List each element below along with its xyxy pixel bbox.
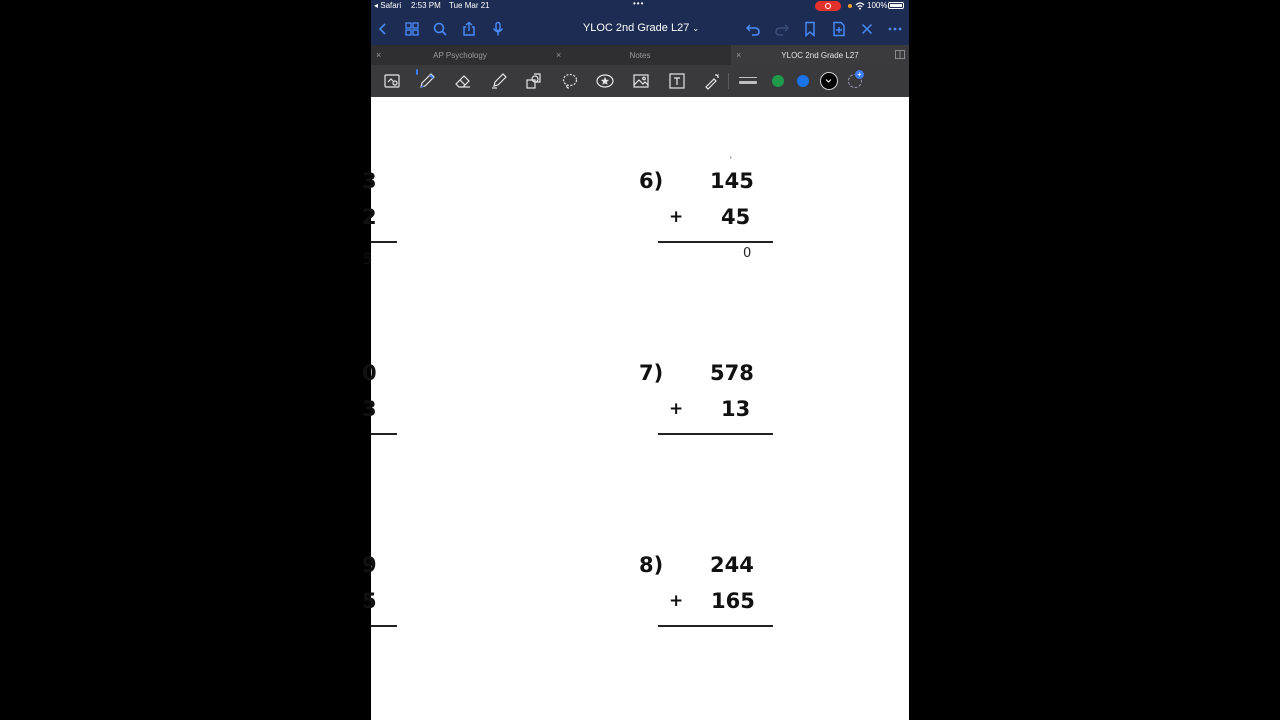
handwritten-answer-digit: 0 xyxy=(743,246,752,261)
battery-icon xyxy=(888,2,904,9)
problem-number: 7) xyxy=(639,361,664,385)
left-column-fragment: 2 xyxy=(362,205,377,229)
add-color-icon[interactable]: + xyxy=(848,74,862,88)
problem-number: 6) xyxy=(639,169,664,193)
left-column-fragment: 5 xyxy=(363,250,373,268)
problem-number: 8) xyxy=(639,553,664,577)
tab-ap-psychology[interactable] xyxy=(371,45,551,65)
stroke-width-icon[interactable] xyxy=(739,75,757,87)
undo-icon[interactable] xyxy=(745,21,761,37)
thumbnails-grid-icon[interactable] xyxy=(404,21,420,37)
document-nav-bar xyxy=(371,12,909,45)
laser-pointer-icon[interactable] xyxy=(703,72,721,90)
tab-label: YLOC 2nd Grade L27 xyxy=(781,51,859,60)
tab-yloc-2nd-grade-l27[interactable] xyxy=(731,45,909,65)
left-column-fragment: 9 xyxy=(362,553,377,577)
answer-line xyxy=(371,625,397,627)
search-icon[interactable] xyxy=(432,21,448,37)
addend-bottom: 165 xyxy=(711,589,755,613)
textbox-icon[interactable] xyxy=(668,72,686,90)
addend-top: 578 xyxy=(710,361,754,385)
color-swatch-black-selected[interactable] xyxy=(820,72,838,90)
microphone-icon[interactable] xyxy=(490,21,506,37)
plus-sign: + xyxy=(669,399,684,419)
redo-icon[interactable] xyxy=(774,21,790,37)
left-column-fragment: 3 xyxy=(362,397,377,421)
tab-notes[interactable] xyxy=(551,45,731,65)
addend-top: 244 xyxy=(710,553,754,577)
addend-top: 145 xyxy=(710,169,754,193)
privacy-dot-icon xyxy=(848,4,852,8)
left-column-fragment: 5 xyxy=(362,589,377,613)
tab-close-icon[interactable]: × xyxy=(556,50,562,60)
eraser-icon[interactable] xyxy=(454,72,472,90)
left-column-fragment: 0 xyxy=(362,361,377,385)
share-icon[interactable] xyxy=(461,21,477,37)
tab-bar xyxy=(371,45,909,65)
sticker-icon[interactable] xyxy=(596,72,614,90)
highlighter-icon[interactable] xyxy=(490,72,508,90)
lasso-icon[interactable] xyxy=(561,72,579,90)
status-date: Tue Mar 21 xyxy=(449,1,490,10)
title-dropdown-chevron-icon[interactable]: ⌄ xyxy=(692,24,700,33)
recording-indicator-icon xyxy=(815,1,841,11)
tab-label: AP Psychology xyxy=(433,51,487,60)
wifi-icon xyxy=(855,2,865,10)
page-view-icon[interactable] xyxy=(383,72,401,90)
document-title[interactable]: YLOC 2nd Grade L27 ⌄ xyxy=(582,22,700,34)
toolbar-divider xyxy=(728,73,729,89)
chevron-down-icon xyxy=(825,77,832,84)
answer-line xyxy=(371,433,397,435)
answer-line xyxy=(658,433,773,435)
answer-line xyxy=(658,241,773,243)
shapes-icon[interactable] xyxy=(525,72,543,90)
ipad-screen xyxy=(362,0,909,720)
image-icon[interactable] xyxy=(632,72,650,90)
color-swatch-green[interactable] xyxy=(772,75,784,87)
back-to-app-link[interactable]: ◂ Safari xyxy=(374,1,402,10)
pen-icon[interactable] xyxy=(418,72,436,90)
split-view-icon[interactable] xyxy=(895,50,905,59)
answer-line xyxy=(658,625,773,627)
bookmark-icon[interactable] xyxy=(802,21,818,37)
tab-label: Notes xyxy=(629,51,651,60)
close-edit-icon[interactable] xyxy=(859,21,875,37)
plus-sign: + xyxy=(669,591,684,611)
battery-percent: 100% xyxy=(867,1,888,10)
addend-bottom: 45 xyxy=(721,205,751,229)
tab-close-icon[interactable]: × xyxy=(376,50,382,60)
plus-sign: + xyxy=(669,207,684,227)
tab-close-icon[interactable]: × xyxy=(736,50,742,60)
pen-selected-indicator xyxy=(416,69,418,75)
status-time: 2:53 PM xyxy=(411,1,441,10)
color-swatch-blue[interactable] xyxy=(797,75,809,87)
more-options-icon[interactable] xyxy=(887,21,903,37)
add-page-icon[interactable] xyxy=(831,21,847,37)
left-column-fragment: 3 xyxy=(362,169,377,193)
back-chevron-icon[interactable] xyxy=(375,21,391,37)
handwritten-carry-mark: ' xyxy=(730,155,732,165)
addend-bottom: 13 xyxy=(721,397,751,421)
status-bar xyxy=(371,0,909,12)
worksheet-page[interactable] xyxy=(362,97,909,720)
answer-line xyxy=(371,241,397,243)
annotation-toolbar xyxy=(371,65,909,97)
multitasking-dots-icon[interactable]: ••• xyxy=(633,0,645,8)
